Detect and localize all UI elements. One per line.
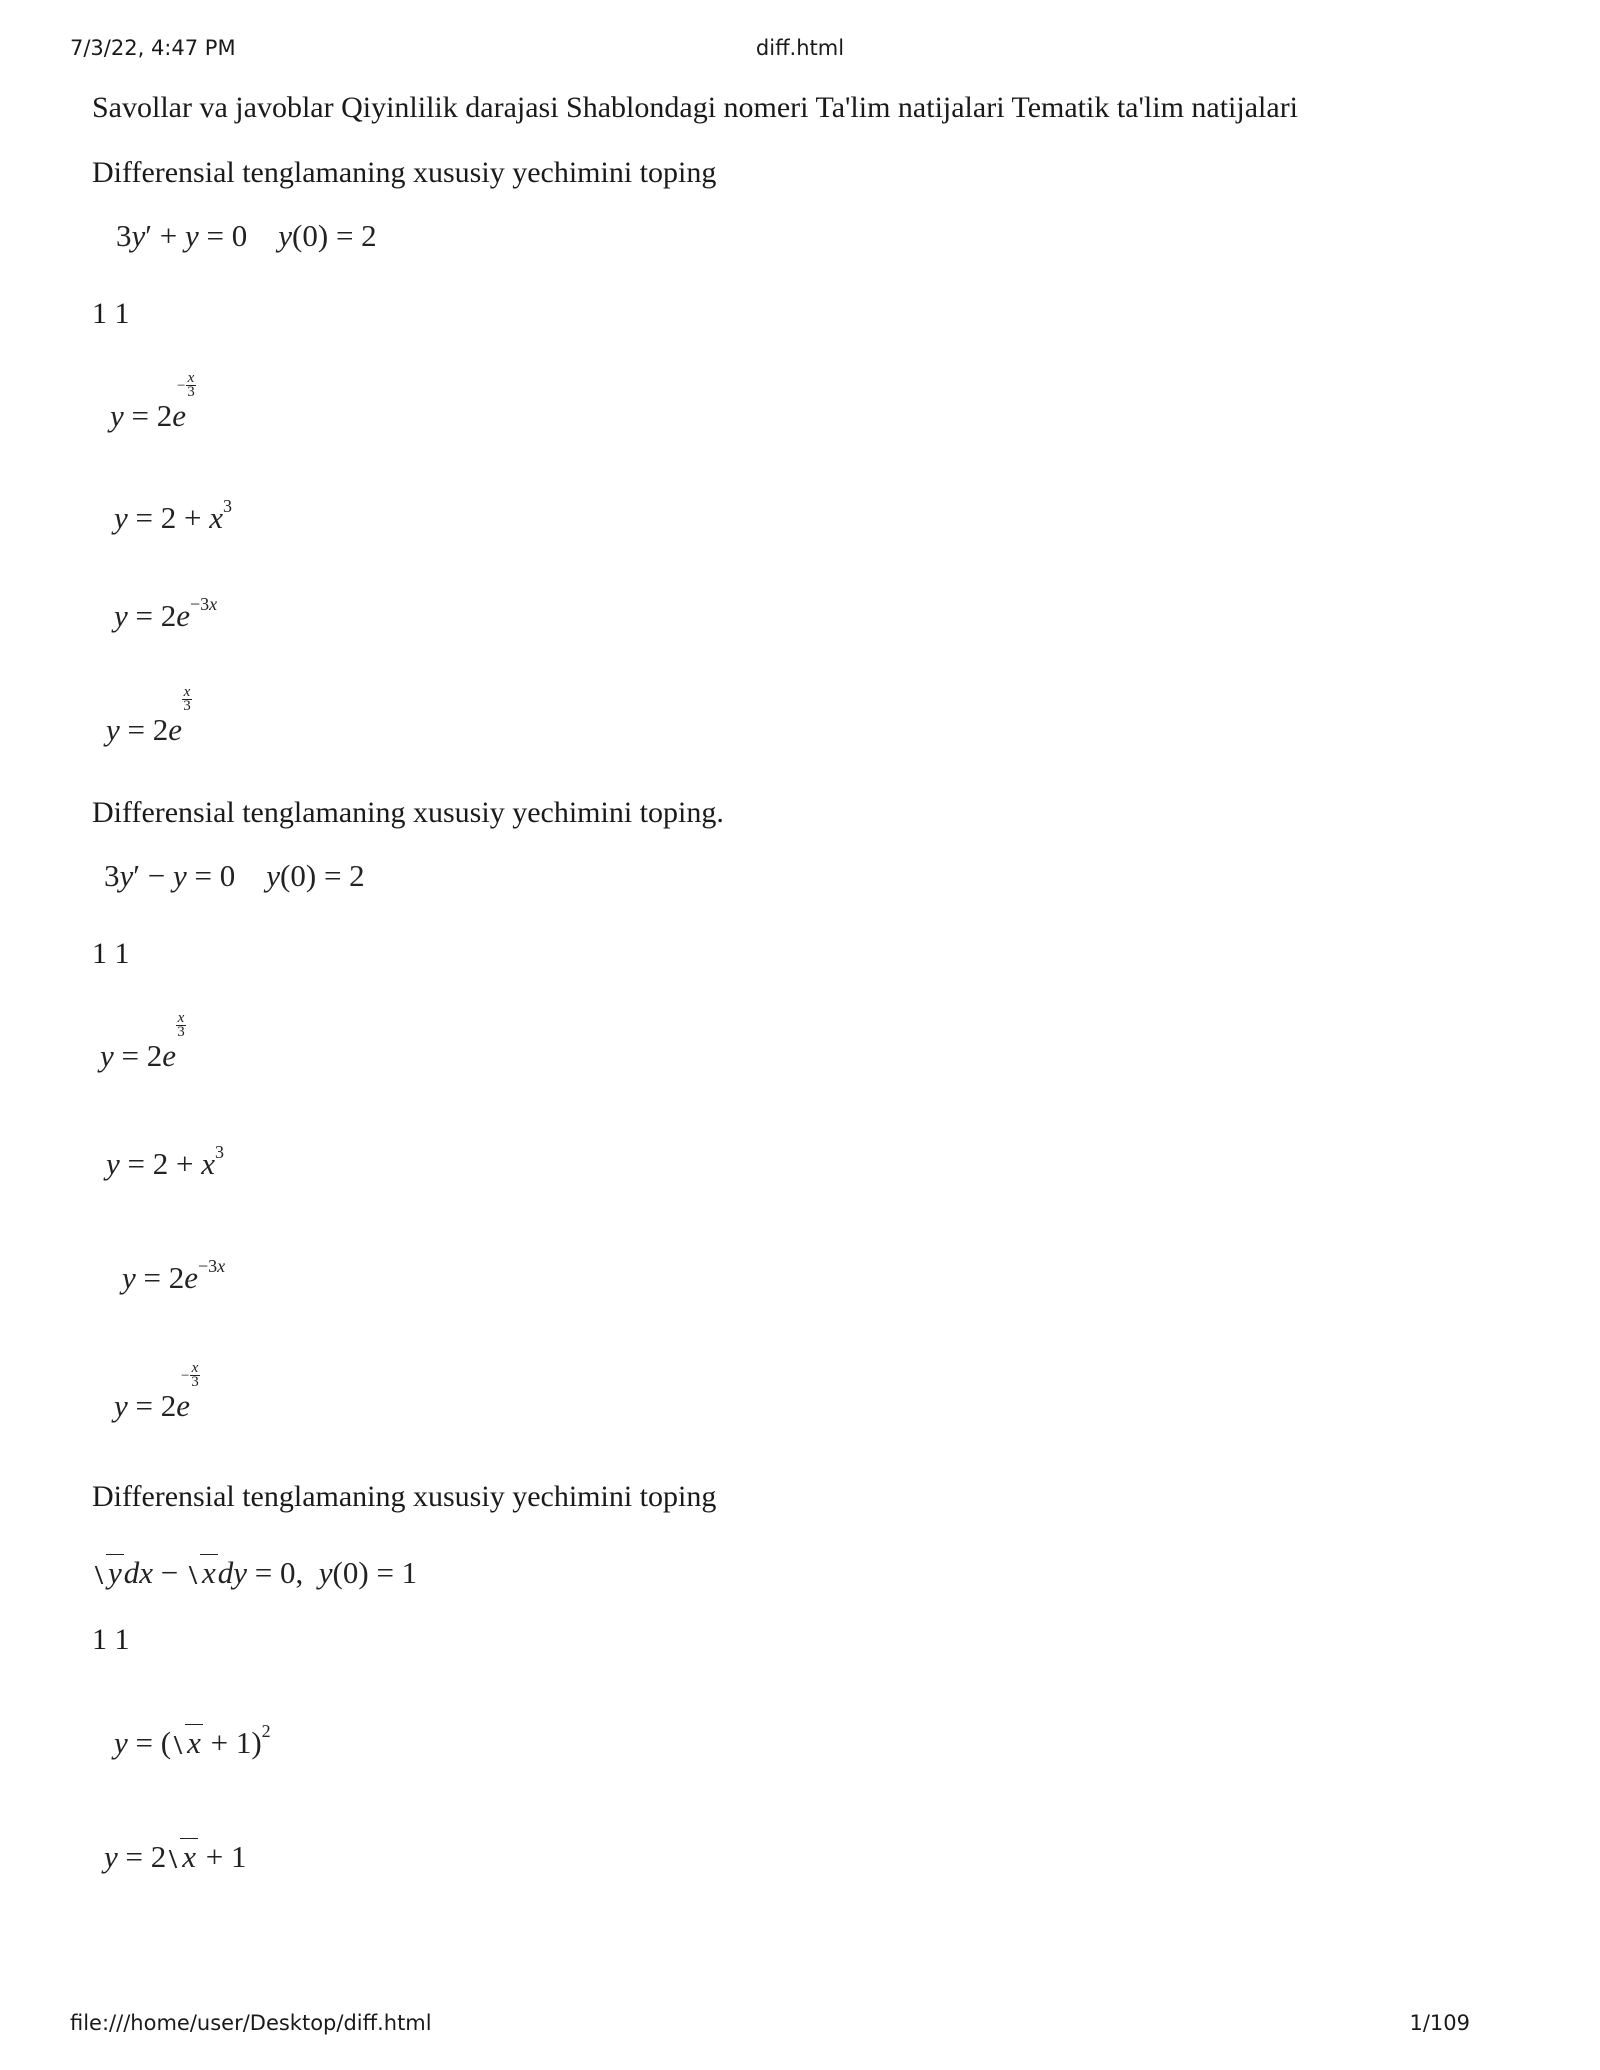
page-number: 1/109 [1409,2011,1470,2035]
print-date: 7/3/22, 4:47 PM [70,36,236,60]
print-doc-title: diff.html [755,36,845,60]
question-2-answer-1: y = 2e $\frac{x}{3}$ [100,1010,185,1073]
question-2-answer-4: y = 2e − x 3 [114,1360,199,1423]
table-header: Savollar va javoblar Qiyinlilik darajasi Shablondagi nomeri Ta'lim natijalari Tematik ta'lim natijalari [92,91,1299,124]
question-2-equation: 3y′ − y = 0 y(0) = 2 [104,858,365,893]
question-3-prompt: Differensial tenglamaning xususiy yechimini toping [92,1480,717,1513]
question-3-answer-1: y = ( x + 1)$^2$ [114,1721,271,1760]
question-1-prompt: Differensial tenglamaning xususiy yechimini toping [92,156,717,189]
question-1-meta: 1 1 [92,297,130,330]
question-1-answer-1: y = 2e − x 3 [110,370,195,433]
question-2-answer-3: $y = 2e^{-3x}$ [122,1256,226,1295]
print-header [70,36,1530,66]
print-url: file:///home/user/Desktop/diff.html [70,2011,432,2035]
question-3-answer-2: y = 2 x + 1 [104,1839,247,1874]
question-2-answer-2: $y = 2 + x^3$ [106,1142,224,1181]
question-3-equation: ydx − xdy = 0, y(0) = 1 [92,1554,417,1591]
question-1-answer-2: $y = 2 + x^3$ [114,496,232,535]
question-2-prompt: Differensial tenglamaning xususiy yechimini toping. [92,796,724,829]
question-1-equation: 3y′ + y = 0 y(0) = 2 [116,218,377,253]
question-1-answer-3: $y = 2e^{-3x}$ [114,594,218,633]
question-3-meta: 1 1 [92,1623,130,1656]
question-2-meta: 1 1 [92,937,130,970]
question-1-answer-4: y = 2e $\frac{x}{3}$ [106,684,191,747]
print-footer [70,2011,1530,2041]
